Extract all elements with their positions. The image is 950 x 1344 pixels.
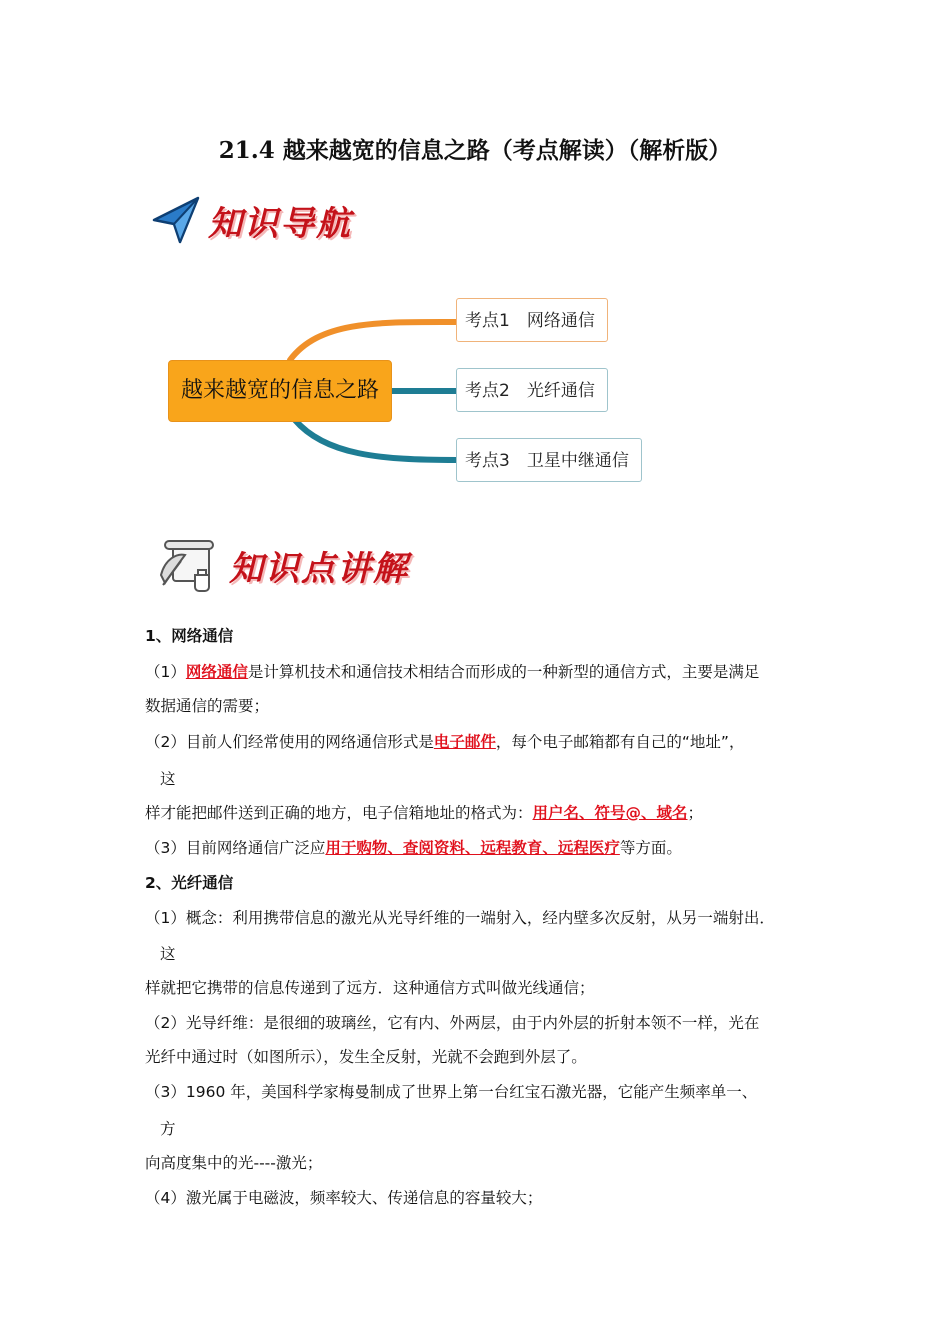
section-2-para-3: （3）1960 年，美国科学家梅曼制成了世界上第一台红宝石激光器，它能产生频率单一、 — [145, 1083, 758, 1101]
section-2-heading: 2、光纤通信 — [145, 874, 234, 892]
section-2-para-2-cont: 光纤中通过时（如图所示），发生全反射，光就不会跑到外层了。 — [145, 1048, 587, 1066]
knowledge-explain-banner — [155, 535, 425, 595]
section-2-para-1: （1）概念：利用携带信息的激光从光导纤维的一端射入，经内壁多次反射，从另一端射出． — [145, 909, 775, 927]
section-1-heading: 1、网络通信 — [145, 627, 234, 645]
section-1-para-2: （2）目前人们经常使用的网络通信形式是电子邮件，每个电子邮箱都有自己的“地址”， — [145, 733, 745, 751]
section-1-para-2-wrap: 这 — [160, 770, 176, 788]
highlight-term: 用户名、符号@、域名 — [532, 804, 688, 822]
paper-plane-icon — [150, 194, 202, 246]
knowledge-explain-title: 知识点讲解 — [229, 549, 409, 589]
section-2-para-3-wrap: 方 — [160, 1120, 176, 1138]
branch-1 — [290, 322, 456, 360]
section-1-para-2-cont: 样才能把邮件送到正确的地方，电子信箱地址的格式为：用户名、符号@、域名； — [145, 804, 704, 822]
section-1-para-1-cont: 数据通信的需要； — [145, 697, 270, 715]
document-title: 21.4 越来越宽的信息之路（考点解读）（解析版） — [218, 137, 732, 164]
section-2-para-1-wrap: 这 — [160, 945, 176, 963]
mind-map-node-3: 考点3 卫星中继通信 — [456, 438, 642, 482]
mind-map-center: 越来越宽的信息之路 — [168, 360, 392, 422]
knowledge-nav-title: 知识导航 — [208, 204, 352, 244]
highlight-term: 用于购物、查阅资料、远程教育、远程医疗 — [325, 839, 620, 857]
mind-map — [150, 290, 670, 500]
section-2-para-2: （2）光导纤维：是很细的玻璃丝，它有内、外两层，由于内外层的折射本领不一样，光在 — [145, 1014, 760, 1032]
scroll-quill-icon — [155, 535, 217, 595]
section-2-para-1-cont: 样就把它携带的信息传递到了远方．这种通信方式叫做光线通信； — [145, 979, 595, 997]
section-1-para-1: （1）网络通信是计算机技术和通信技术相结合而形成的一种新型的通信方式，主要是满足 — [145, 663, 760, 681]
section-2-para-3-cont: 向高度集中的光----激光； — [145, 1154, 323, 1172]
branch-3 — [295, 420, 456, 460]
section-2-para-4: （4）激光属于电磁波，频率较大、传递信息的容量较大； — [145, 1189, 543, 1207]
knowledge-nav-banner — [150, 192, 410, 248]
mind-map-node-2: 考点2 光纤通信 — [456, 368, 608, 412]
mind-map-node-1: 考点1 网络通信 — [456, 298, 608, 342]
highlight-term: 电子邮件 — [433, 733, 496, 751]
section-1-para-3: （3）目前网络通信广泛应用于购物、查阅资料、远程教育、远程医疗等方面。 — [145, 839, 682, 857]
highlight-term: 网络通信 — [185, 663, 248, 681]
